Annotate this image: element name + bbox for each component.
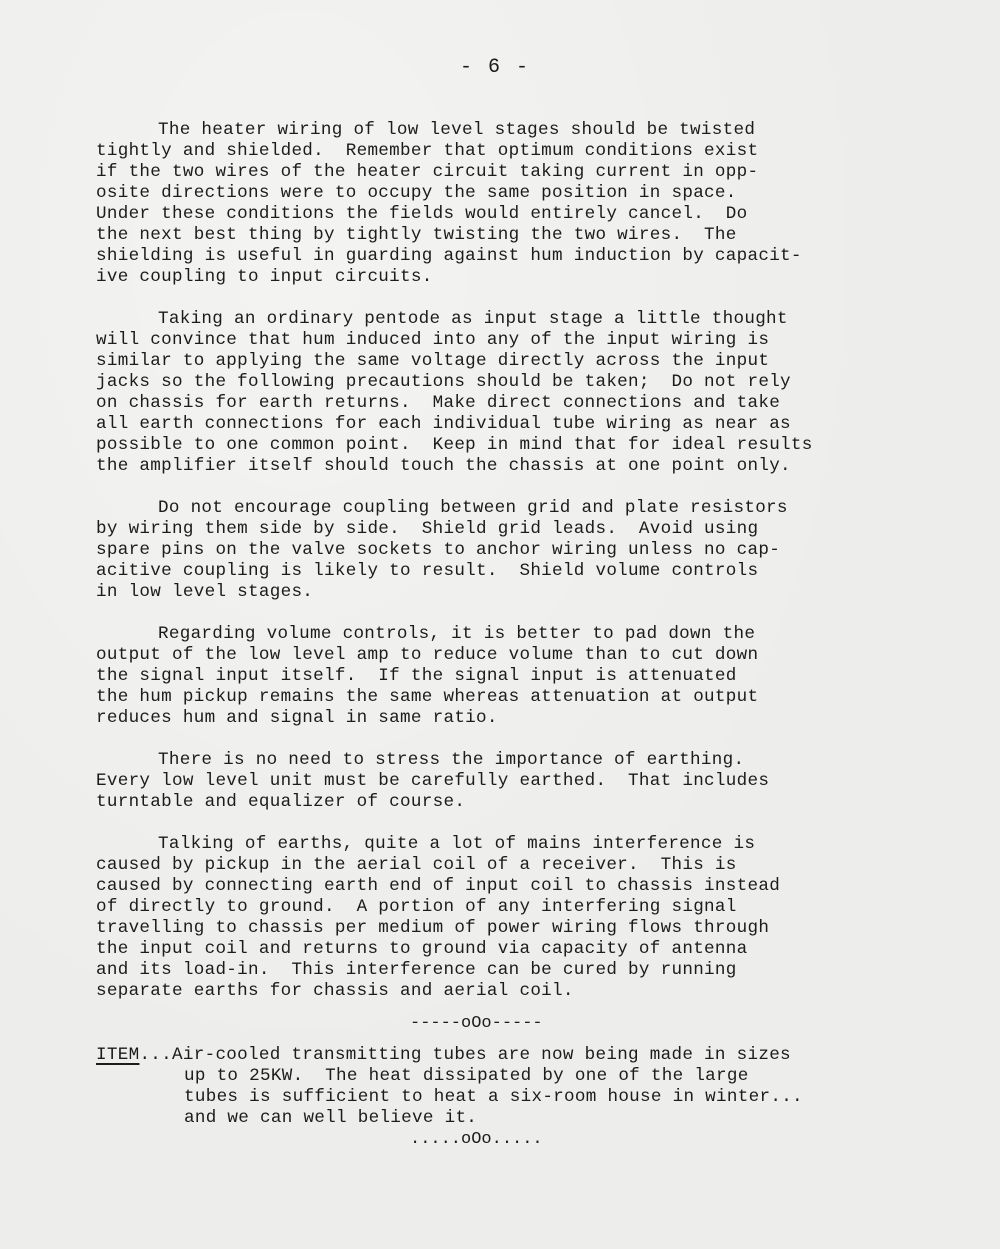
text-line: and its load-in. This interference can be cured by running [96, 960, 737, 980]
text-line: ive coupling to input circuits. [96, 267, 433, 287]
text-line: the hum pickup remains the same whereas attenuation at output [96, 687, 759, 707]
text-line: There is no need to stress the importance of earthing. [158, 750, 745, 770]
text-line: travelling to chassis per medium of power wiring flows through [96, 918, 770, 938]
text-line: osite directions were to occupy the same position in space. [96, 183, 737, 203]
text-line: tubes is sufficient to heat a six-room house in winter... [184, 1087, 803, 1107]
text-line: will convince that hum induced into any of the input wiring is [96, 330, 770, 350]
text-line: The heater wiring of low level stages should be twisted [158, 120, 756, 140]
text-line: spare pins on the valve sockets to anchor wiring unless no cap- [96, 540, 781, 560]
text-line: Air-cooled transmitting tubes are now being made in sizes [172, 1045, 791, 1065]
text-line: if the two wires of the heater circuit taking current in opp- [96, 162, 759, 182]
page-number: - 6 - [460, 56, 531, 79]
text-line: and we can well believe it. [184, 1108, 478, 1128]
item-label: ITEM [96, 1045, 140, 1065]
text-line: the amplifier itself should touch the chassis at one point only. [96, 456, 791, 476]
text-line: all earth connections for each individual tube wiring as near as [96, 414, 791, 434]
text-line: separate earths for chassis and aerial coil. [96, 981, 574, 1001]
text-line: Under these conditions the fields would entirely cancel. Do [96, 204, 748, 224]
text-line: jacks so the following precautions should be taken; Do not rely [96, 372, 791, 392]
item-first-line [96, 1045, 791, 1066]
text-line: tightly and shielded. Remember that optimum conditions exist [96, 141, 759, 161]
text-line: Taking an ordinary pentode as input stage a little thought [158, 309, 788, 329]
text-line: Every low level unit must be carefully earthed. That includes [96, 771, 770, 791]
text-line: acitive coupling is likely to result. Shield volume controls [96, 561, 759, 581]
text-line: on chassis for earth returns. Make direct connections and take [96, 393, 781, 413]
text-line: of directly to ground. A portion of any interfering signal [96, 897, 737, 917]
text-line: caused by pickup in the aerial coil of a receiver. This is [96, 855, 737, 875]
text-line: possible to one common point. Keep in mind that for ideal results [96, 435, 813, 455]
text-line: the next best thing by tightly twisting the two wires. The [96, 225, 737, 245]
text-line: by wiring them side by side. Shield grid leads. Avoid using [96, 519, 759, 539]
text-line: the signal input itself. If the signal input is attenuated [96, 666, 737, 686]
text-line: caused by connecting earth end of input coil to chassis instead [96, 876, 781, 896]
section-separator: -----oOo----- [410, 1014, 543, 1033]
text-line: Do not encourage coupling between grid and plate resistors [158, 498, 788, 518]
text-line: the input coil and returns to ground via capacity of antenna [96, 939, 748, 959]
closing-separator: .....oOo..... [410, 1130, 543, 1149]
text-line: shielding is useful in guarding against hum induction by capacit- [96, 246, 802, 266]
text-line: Talking of earths, quite a lot of mains interference is [158, 834, 756, 854]
text-line: turntable and equalizer of course. [96, 792, 466, 812]
text-line: in low level stages. [96, 582, 314, 602]
text-line: Regarding volume controls, it is better to pad down the [158, 624, 756, 644]
text-line: up to 25KW. The heat dissipated by one of the large [184, 1066, 749, 1086]
text-line: reduces hum and signal in same ratio. [96, 708, 498, 728]
item-dots: ... [139, 1045, 173, 1065]
text-line: similar to applying the same voltage directly across the input [96, 351, 770, 371]
text-line: output of the low level amp to reduce volume than to cut down [96, 645, 759, 665]
